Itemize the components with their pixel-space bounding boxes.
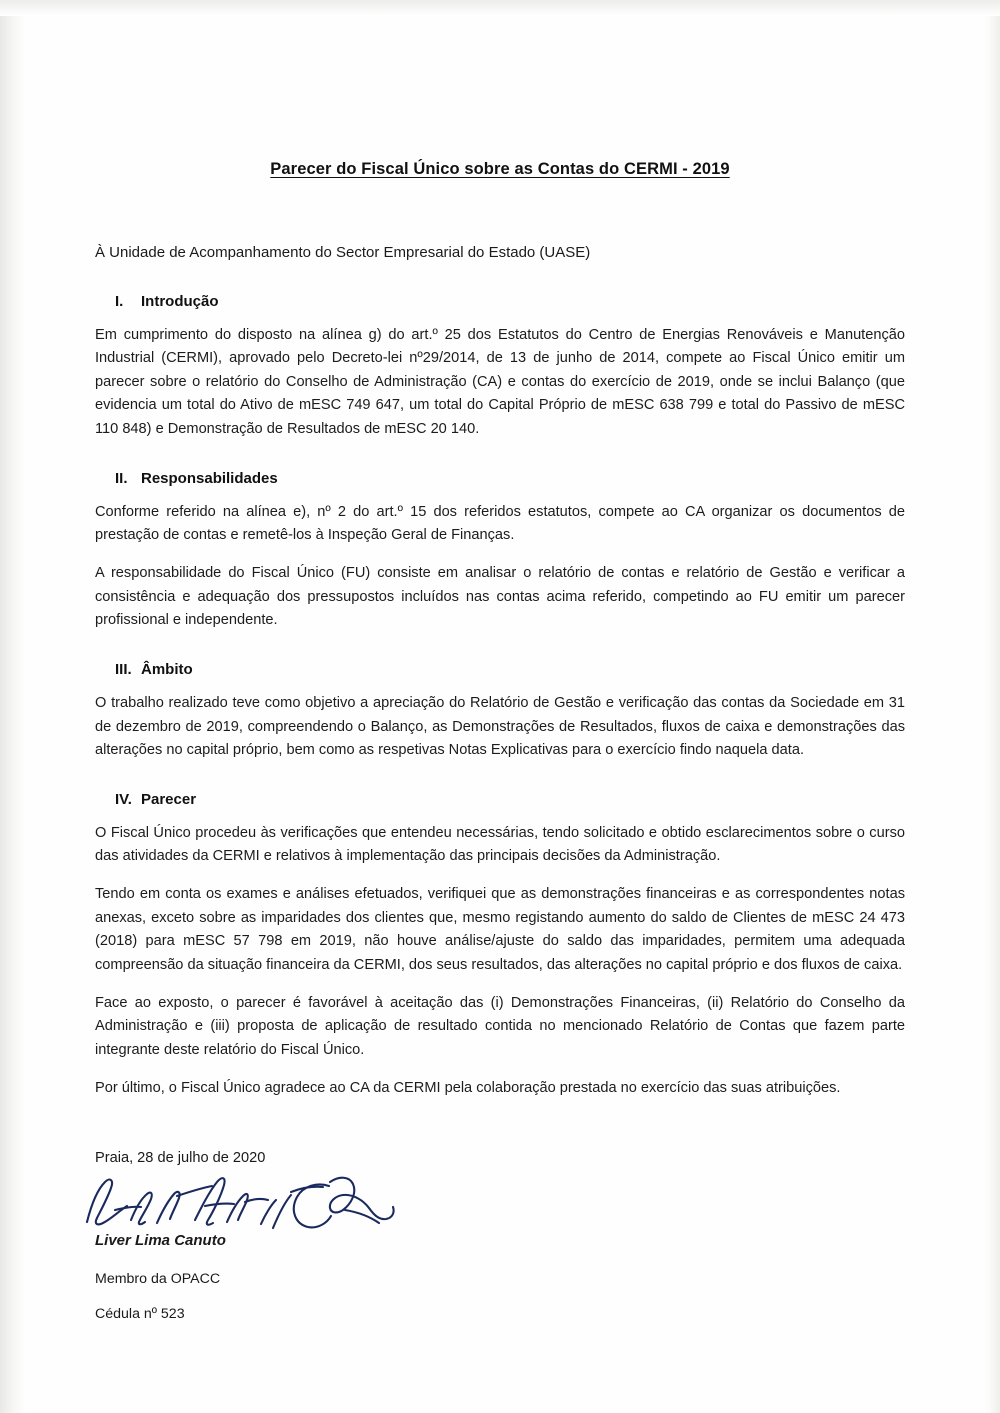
section-heading-parecer xyxy=(95,791,905,808)
paragraph: A responsabilidade do Fiscal Único (FU) consiste em analisar o relatório de contas e relatório de Gestão e verificar a consistência e adequação dos pressupostos incluídos nas contas acima referido, competindo ao FU emitir um parecer profissional e independente. xyxy=(95,564,905,629)
signer-id: Cédula nº 523 xyxy=(95,1305,185,1322)
section-number: III. xyxy=(115,660,132,678)
handwritten-signature xyxy=(95,1172,905,1230)
paragraph: O trabalho realizado teve como objetivo a apreciação do Relatório de Gestão e verificação das contas da Sociedade em 31 de dezembro de 2019, compreendendo o Balanço, as Demonstrações de Resultados, fluxos de caixa e demonstrações das alterações no capital próprio, bem como as respetivas Notas Explicativas para o exercício findo naquela data. xyxy=(95,694,905,759)
section-number: IV. xyxy=(115,790,132,808)
section-title: Âmbito xyxy=(141,660,193,678)
section-heading-ambito xyxy=(95,661,905,678)
paragraph: O Fiscal Único procedeu às verificações que entendeu necessárias, tendo solicitado e obtido esclarecimentos sobre o curso das atividades da CERMI e relativos à implementação das principais decisões da Administração. xyxy=(95,824,905,865)
section-title: Responsabilidades xyxy=(141,469,278,487)
paragraph: Face ao exposto, o parecer é favorável à aceitação das (i) Demonstrações Financeiras, (ii) Relatório do Conselho da Administração e (iii) proposta de aplicação de resultado contida no mencionado Relatório de Contas que fazem parte integrante deste relatório do Fiscal Único. xyxy=(95,994,905,1058)
section-title: Parecer xyxy=(141,790,197,808)
signer-role: Membro da OPACC xyxy=(95,1270,221,1287)
signer-name: Liver Lima Canuto xyxy=(95,1232,226,1250)
signature-icon xyxy=(77,1166,407,1242)
section-title: Introdução xyxy=(141,292,219,310)
paragraph: Em cumprimento do disposto na alínea g) do art.º 25 dos Estatutos do Centro de Energias Renováveis e Manutenção Industrial (CERMI), aprovado pelo Decreto-lei nº29/2014, de 13 de junho de 2014, compete ao Fiscal Único emitir um parecer sobre o relatório do Conselho de Administração (CA) e contas do exercício de 2019, onde se inclui Balanço (que evidencia um total do Ativo de mESC 749 647, um total do Capital Próprio de mESC 638 799 e total do Passivo de mESC 110 848) e Demonstração de Resultados de mESC 20 140. xyxy=(95,326,905,438)
section-number: I. xyxy=(115,292,124,310)
scan-edge-shadow-right xyxy=(982,0,1000,1413)
paragraph: Tendo em conta os exames e análises efetuados, verifiquei que as demonstrações financeiras e as correspondentes notas anexas, exceto sobre as imparidades dos clientes que, mesmo registando aumento do saldo de Clientes de mESC 24 473 (2018) para mESC 57 798 em 2019, não houve análise/ajuste do saldo das imparidades, permitem uma adequada compreensão da situação financeira da CERMI, dos seus resultados, das alterações no capital próprio e dos fluxos de caixa. xyxy=(95,886,905,974)
signature-block xyxy=(95,1148,905,1325)
section-heading-responsabilidades xyxy=(95,470,905,487)
section-number: II. xyxy=(115,469,128,487)
addressee-line: À Unidade de Acompanhamento do Sector Empresarial do Estado (UASE) xyxy=(95,244,591,261)
scan-edge-shadow-left xyxy=(0,0,26,1413)
place-and-date: Praia, 28 de julho de 2020 xyxy=(95,1150,266,1167)
document-content xyxy=(95,0,905,1325)
section-heading-introducao xyxy=(95,293,905,310)
paragraph: Conforme referido na alínea e), nº 2 do art.º 15 dos referidos estatutos, compete ao CA organizar os documentos de prestação de contas e remetê-los à Inspeção Geral de Finanças. xyxy=(95,503,905,544)
paragraph: Por último, o Fiscal Único agradece ao CA da CERMI pela colaboração prestada no exercício das suas atribuições. xyxy=(95,1079,841,1096)
page-title: Parecer do Fiscal Único sobre as Contas do CERMI - 2019 xyxy=(270,160,730,178)
